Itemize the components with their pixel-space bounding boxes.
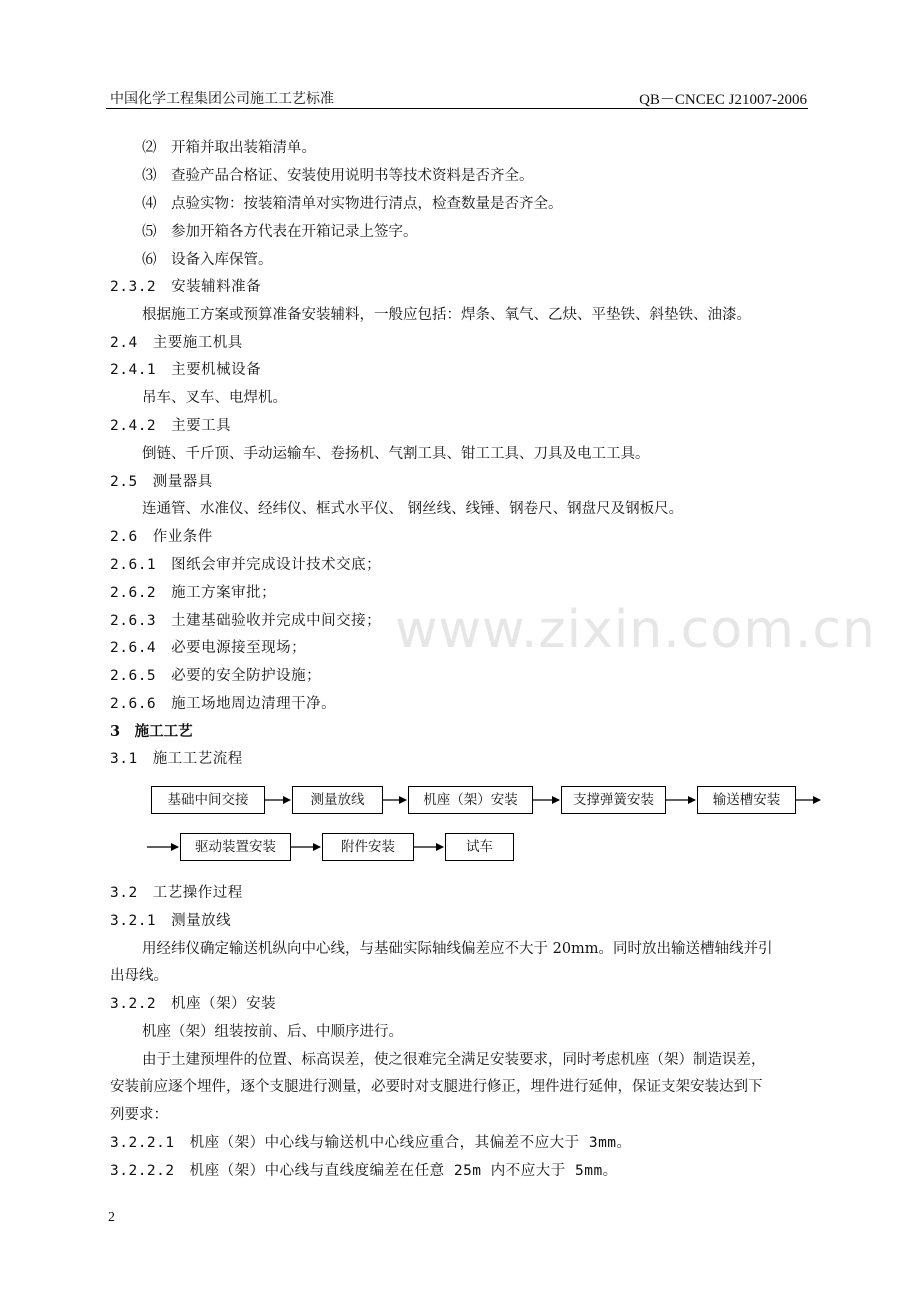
list-item-6: ⑹ 设备入库保管。	[142, 252, 273, 268]
paragraph: 由于土建预埋件的位置、标高误差，使之很难完全满足安装要求，同时考虑机座（架）制造误差，	[142, 1052, 766, 1068]
flow-step-trough-install: 输送槽安装	[697, 786, 796, 814]
section-2-4: 2.4 主要施工机具	[110, 335, 243, 351]
page-number: 2	[108, 1210, 115, 1225]
section-2-6-6: 2.6.6 施工场地周边清理干净。	[110, 696, 337, 712]
flow-step-test-run: 试车	[445, 833, 514, 861]
section-2-4-2: 2.4.2 主要工具	[110, 418, 232, 434]
watermark: www.zixin.com.cn	[395, 600, 876, 660]
header-left-title: 中国化学工程集团公司施工工艺标准	[110, 91, 334, 107]
section-2-6-4: 2.6.4 必要电源接至现场；	[110, 640, 307, 656]
section-2-4-1: 2.4.1 主要机械设备	[110, 362, 262, 378]
list-item-4: ⑷ 点验实物：按装箱清单对实物进行清点，检查数量是否齐全。	[142, 196, 563, 212]
section-3-2-1: 3.2.1 测量放线	[110, 913, 232, 929]
paragraph: 用经纬仪确定输送机纵向中心线，与基础实际轴线偏差应不大于 20mm。同时放出输送槽轴线并引	[142, 941, 773, 957]
paragraph: 列要求：	[110, 1107, 168, 1123]
flow-step-base-frame-install: 机座（架）安装	[408, 786, 533, 814]
flow-step-survey-layout: 测量放线	[292, 786, 383, 814]
list-item-5: ⑸ 参加开箱各方代表在开箱记录上签字。	[142, 224, 418, 240]
flow-step-accessory-install: 附件安装	[322, 833, 414, 861]
flow-step-foundation-handover: 基础中间交接	[151, 786, 265, 814]
section-2-6-1: 2.6.1 图纸会审并完成设计技术交底；	[110, 557, 382, 573]
list-item-3: ⑶ 查验产品合格证、安装使用说明书等技术资料是否齐全。	[142, 168, 534, 184]
section-3-1: 3.1 施工工艺流程	[110, 751, 243, 767]
section-2-6: 2.6 作业条件	[110, 529, 213, 545]
header-standard-code: QB－CNCEC J21007-2006	[639, 92, 807, 108]
section-2-6-3: 2.6.3 土建基础验收并完成中间交接；	[110, 613, 382, 629]
section-2-3-2: 2.3.2 安装辅料准备	[110, 279, 262, 295]
section-3-2-2-2: 3.2.2.2 机座（架）中心线与直线度编差在任意 25m 内不应大于 5mm。	[110, 1163, 618, 1179]
list-item-2: ⑵ 开箱并取出装箱清单。	[142, 140, 316, 156]
flow-step-spring-install: 支撑弹簧安装	[561, 786, 666, 814]
paragraph: 机座（架）组装按前、后、中顺序进行。	[142, 1024, 403, 1040]
section-3-2-2-1: 3.2.2.1 机座（架）中心线与输送机中心线应重合，其偏差不应大于 3mm。	[110, 1135, 632, 1151]
paragraph: 吊车、叉车、电焊机。	[142, 390, 287, 406]
section-2-6-2: 2.6.2 施工方案审批；	[110, 585, 277, 601]
section-3-heading: 3 施工工艺	[110, 723, 193, 740]
paragraph: 根据施工方案或预算准备安装辅料，一般应包括：焊条、氧气、乙炔、平垫铁、斜垫铁、油漆。	[142, 307, 751, 323]
paragraph: 连通管、水准仪、经纬仪、框式水平仪、 钢丝线、线锤、钢卷尺、钢盘尺及钢板尺。	[142, 501, 684, 517]
flow-step-drive-install: 驱动装置安装	[180, 833, 291, 861]
section-3-2: 3.2 工艺操作过程	[110, 885, 243, 901]
paragraph: 安装前应逐个埋件，逐个支腿进行测量，必要时对支腿进行修正，埋件进行延伸，保证支架安装达到下	[110, 1079, 763, 1095]
section-2-5: 2.5 测量器具	[110, 474, 213, 490]
paragraph: 出母线。	[110, 968, 168, 984]
paragraph: 倒链、千斤顶、手动运输车、卷扬机、气割工具、钳工工具、刀具及电工工具。	[142, 446, 650, 462]
section-2-6-5: 2.6.5 必要的安全防护设施；	[110, 668, 322, 684]
section-3-2-2: 3.2.2 机座（架）安装	[110, 996, 277, 1012]
